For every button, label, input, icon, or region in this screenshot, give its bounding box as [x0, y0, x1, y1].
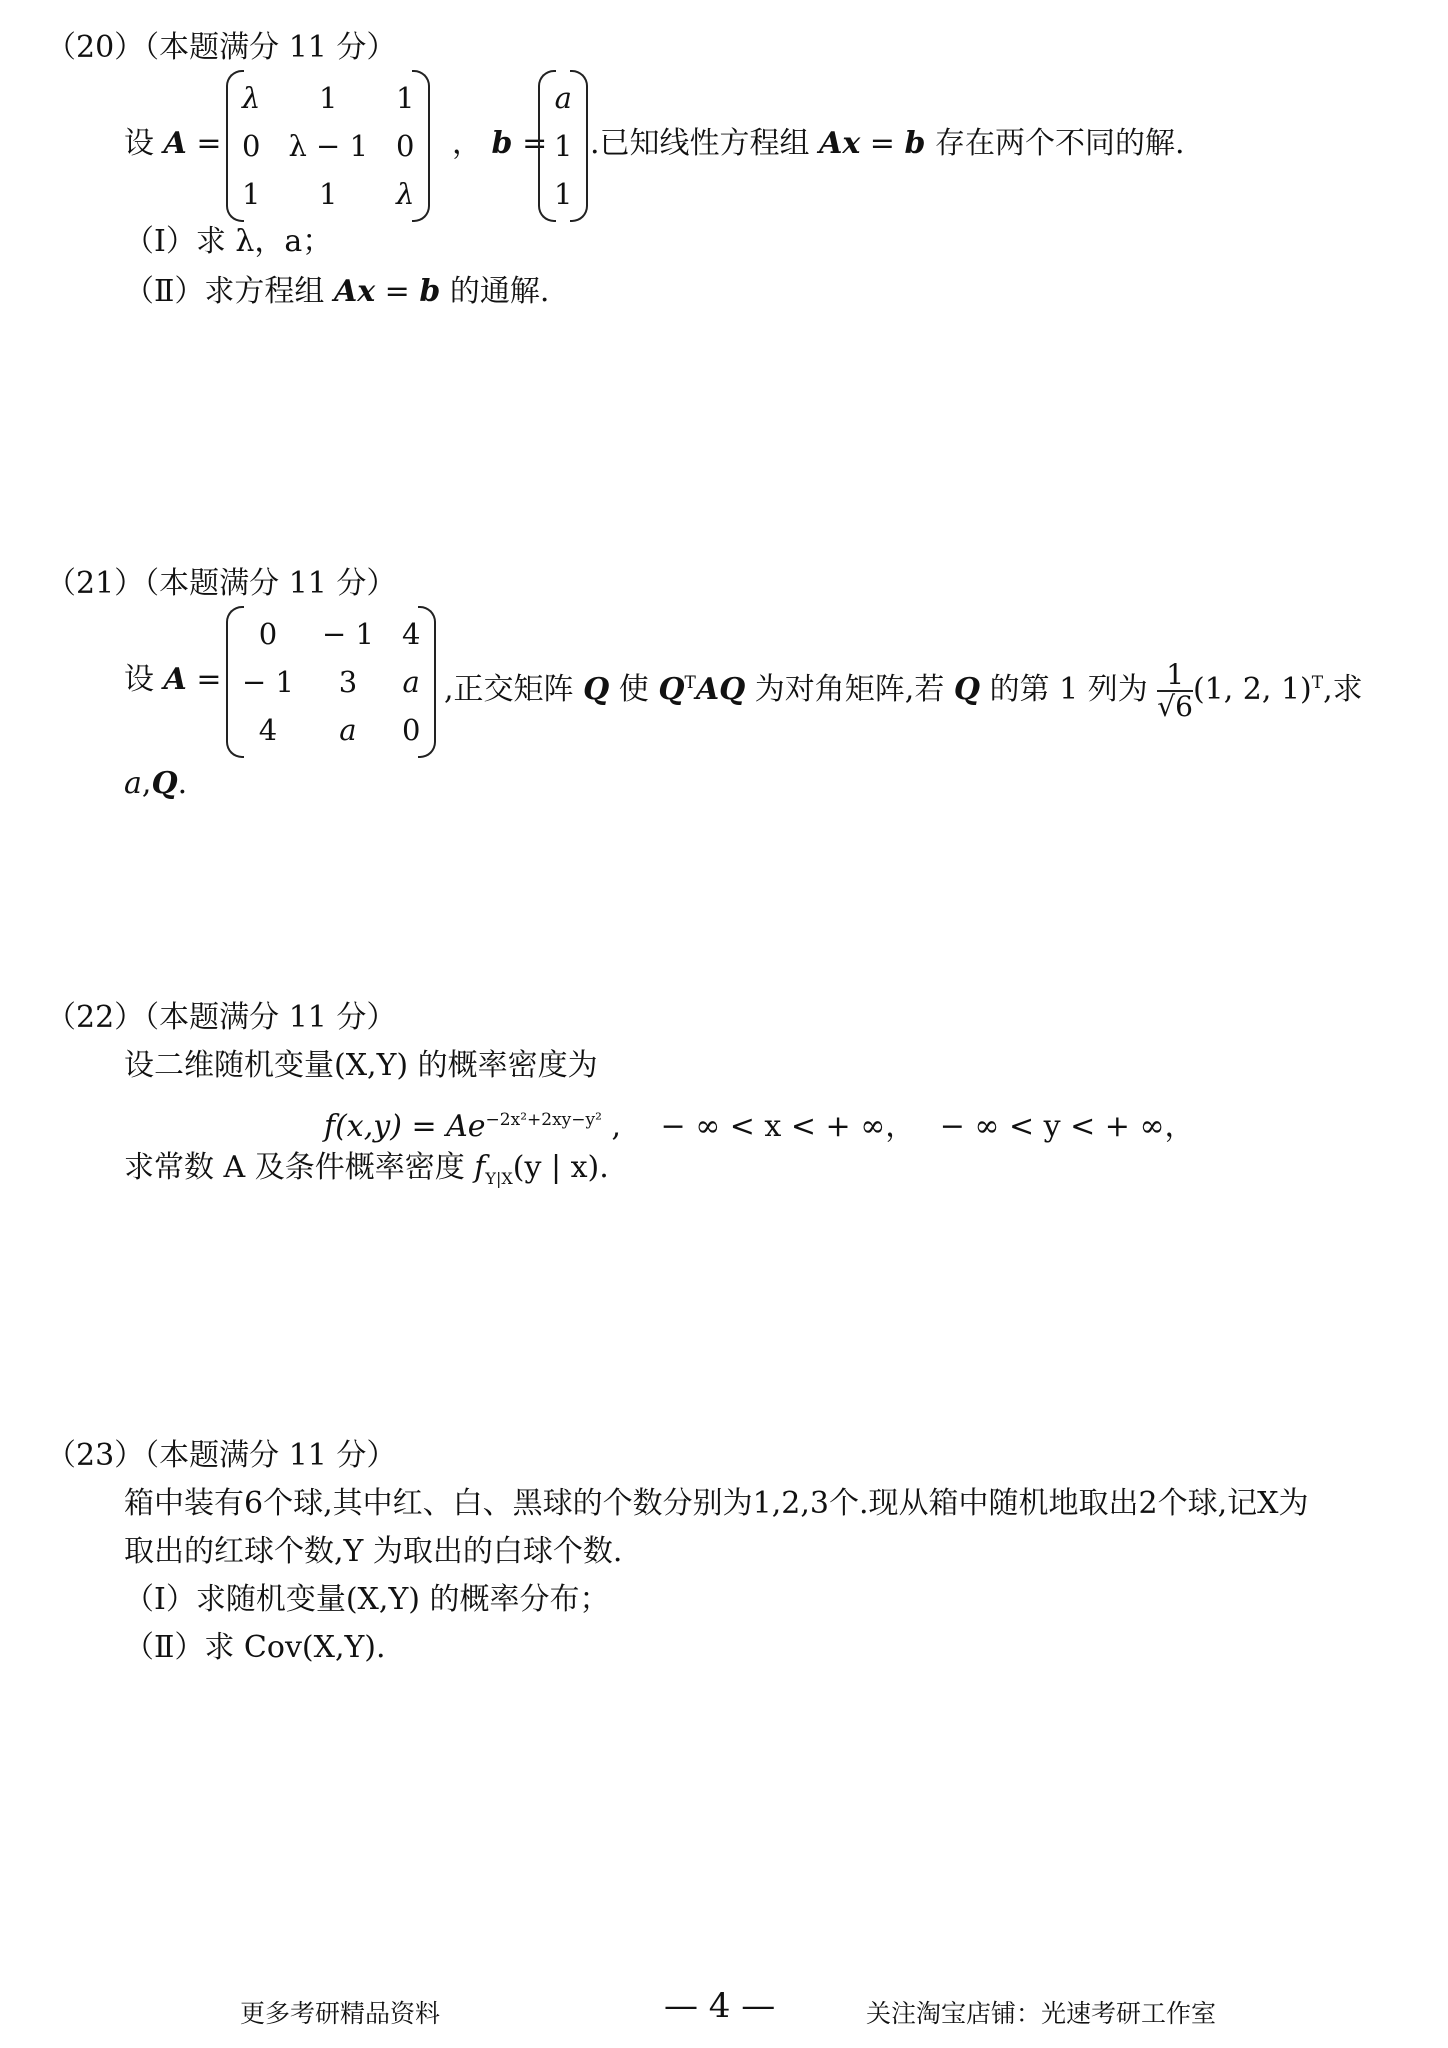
q20-vector-b	[540, 74, 586, 218]
q20-statement: .已知线性方程组 Ax = b 存在两个不同的解.	[590, 126, 1185, 161]
matrix-row	[228, 706, 434, 754]
q20-set-prefix: 设 A =	[124, 126, 222, 161]
q23-header: （23）（本题满分 11 分）	[46, 1438, 397, 1473]
q21-statement: ,正交矩阵 Q 使 $Q^TAQ$ 为对角矩阵,若 Q 的第 1 列为 $\frac{1}{√6}$ (1, 2, 1)$^T$,求	[444, 658, 1363, 723]
matrix-table	[228, 74, 428, 218]
q22-header: （22）（本题满分 11 分）	[46, 1000, 397, 1035]
matrix-cell: 0	[396, 129, 415, 163]
q22-line3: 求常数 A 及条件概率密度 $f_{Y|X}(y$ | x).	[124, 1150, 609, 1188]
q23-part2: （Ⅱ）求 Cov(X,Y).	[124, 1630, 386, 1665]
matrix-cell: λ	[396, 177, 415, 211]
q23-part1: （Ⅰ）求随机变量(X,Y) 的概率分布；	[124, 1582, 610, 1617]
matrix-cell: 1	[242, 177, 261, 211]
q22-formula: $f(x,y) = Ae^{-2x^2+2xy-y^2}$ , − ∞ < x < + ∞， − ∞ < y < + ∞，	[324, 1109, 1195, 1144]
matrix-cell: 4	[401, 617, 421, 651]
q21-matrix-A	[228, 610, 434, 754]
matrix-cell: 0	[258, 617, 278, 651]
q20-part2: （Ⅱ）求方程组 Ax = b 的通解.	[124, 274, 550, 309]
q23-line1: 箱中装有6个球,其中红、白、黑球的个数分别为1,2,3个.现从箱中随机地取出2个球,记X为	[124, 1486, 1309, 1521]
q20-part1: （Ⅰ）求 λ，a；	[124, 224, 333, 259]
matrix-cell: 1	[319, 81, 338, 115]
matrix-row	[228, 74, 428, 122]
q21-header: （21）（本题满分 11 分）	[46, 566, 397, 601]
matrix-cell: 0	[401, 713, 421, 747]
matrix-cell: λ − 1	[288, 129, 369, 163]
matrix-cell: 1	[554, 177, 573, 211]
q22-line1: 设二维随机变量(X,Y) 的概率密度为	[124, 1048, 598, 1083]
matrix-row	[228, 610, 434, 658]
matrix-cell: 1	[396, 81, 415, 115]
q20-b-label: ， b =	[452, 126, 548, 161]
q20-A-symbol: A	[163, 126, 187, 161]
matrix-cell: 1	[554, 129, 573, 163]
fraction-1-over-sqrt6: $\frac{1}{√6}$	[1157, 658, 1193, 723]
q20-matrix-A	[228, 74, 428, 218]
matrix-cell: 1	[319, 177, 338, 211]
matrix-cell: 3	[338, 665, 358, 699]
footer-right-text: 关注淘宝店铺：光速考研工作室	[866, 1999, 1217, 2028]
footer-left-text: 更多考研精品资料	[240, 1999, 441, 2028]
q20-header: （20）（本题满分 11 分）	[46, 30, 397, 65]
matrix-cell: λ	[242, 81, 261, 115]
matrix-table	[228, 610, 434, 754]
matrix-cell: a	[402, 665, 420, 699]
matrix-row	[228, 122, 428, 170]
q23-line2: 取出的红球个数,Y 为取出的白球个数.	[124, 1534, 623, 1569]
page-number: — 4 —	[664, 1986, 776, 2026]
matrix-cell: a	[554, 81, 572, 115]
matrix-cell: a	[339, 713, 357, 747]
q21-line2: a,Q.	[124, 766, 188, 801]
matrix-cell: − 1	[242, 665, 294, 699]
matrix-cell: 4	[258, 713, 278, 747]
q21-set-prefix: 设 A =	[124, 662, 222, 697]
matrix-cell: 0	[242, 129, 261, 163]
matrix-row	[228, 170, 428, 218]
matrix-row	[228, 658, 434, 706]
matrix-cell: − 1	[321, 617, 374, 651]
